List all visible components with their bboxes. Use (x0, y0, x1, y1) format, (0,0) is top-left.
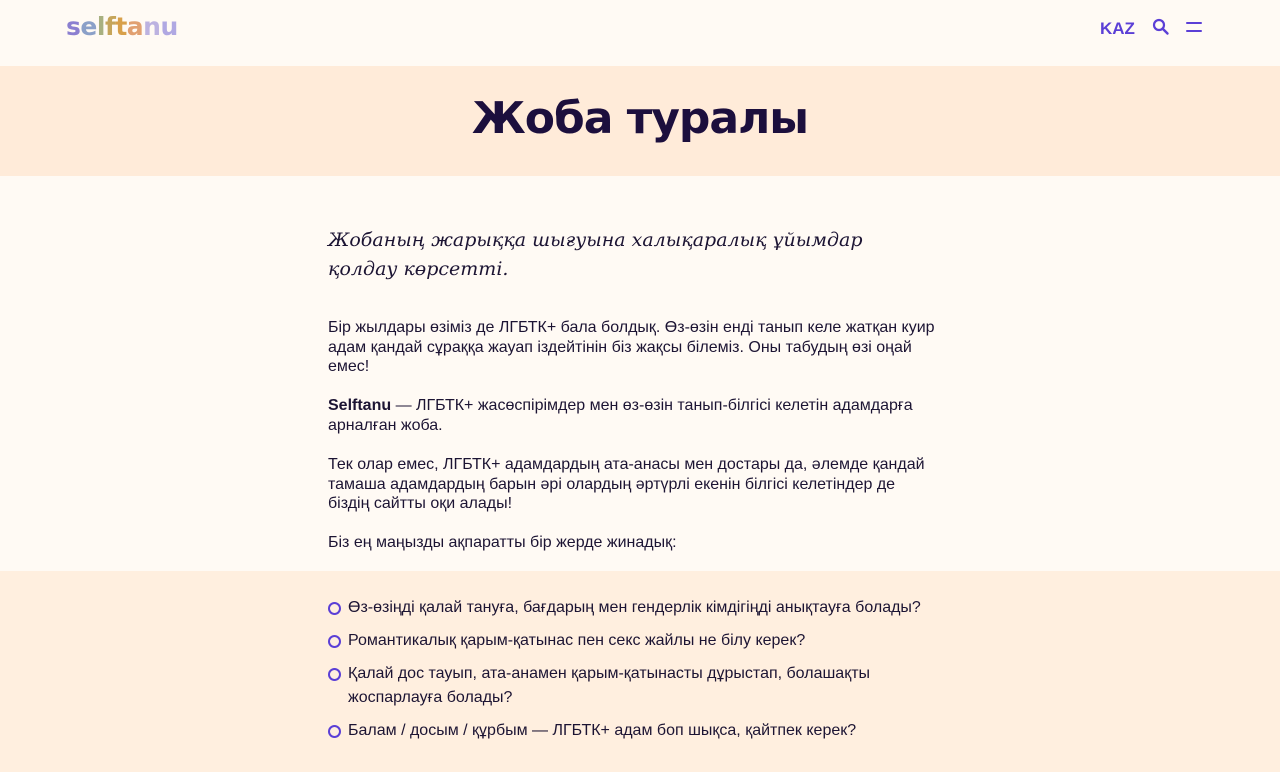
lead-section (328, 226, 938, 284)
list-item-text: Өз-өзіңді қалай тануға, бағдарың мен гендерлік кімдігіңді анықтауға болады? (348, 599, 921, 616)
logo-letter: f (104, 12, 116, 41)
circle-bullet-icon (328, 602, 341, 615)
circle-bullet-icon (328, 668, 341, 681)
logo-letter: s (66, 12, 81, 41)
list-item (328, 596, 948, 620)
logo-letter: l (96, 12, 105, 41)
search-icon (1152, 18, 1170, 36)
circle-bullet-icon (328, 725, 341, 738)
circle-bullet-icon (328, 635, 341, 648)
list-item (328, 629, 948, 653)
list-item (328, 662, 948, 710)
logo-letter: u (160, 12, 178, 41)
brand-name: Selftanu (328, 397, 392, 414)
hero-banner (0, 66, 1280, 176)
paragraph-audience: Тек олар емес, ЛГБТК+ адамдардың ата-анасы мен достары да, әлемде қандай тамаша адамдардың барын әрі олардың әртүрлі екенін білгісі келетіндер де біздің сайтты оқи алады! (328, 456, 925, 512)
logo-letter: a (126, 12, 144, 41)
paragraph-about (328, 396, 938, 435)
topics-list (328, 596, 948, 752)
list-item-text: Балам / досым / құрбым — ЛГБТК+ адам боп шықса, қайтпек керек? (348, 722, 857, 739)
logo-letter: t (115, 12, 127, 41)
list-item-text: Қалай дос тауып, ата-анамен қарым-қатынасты дұрыстап, болашақты жоспарлауға болады? (348, 665, 871, 706)
search-button[interactable] (1152, 18, 1170, 36)
site-logo[interactable] (66, 12, 178, 41)
menu-icon (1185, 19, 1203, 35)
logo-letter: e (80, 12, 97, 41)
page-title: Жоба туралы (471, 93, 809, 144)
paragraph-intro: Бір жылдары өзіміз де ЛГБТК+ бала болдық. Өз-өзін енді танып келе жатқан куир адам қандай сұраққа жауап іздейтінін біз жақсы білеміз. Оны табудың өзі оңай емес! (328, 319, 935, 375)
logo-letter: n (143, 12, 161, 41)
paragraph-list-intro: Біз ең маңызды ақпаратты бір жерде жинадық: (328, 534, 677, 551)
site-header (0, 0, 1280, 66)
lead-text: Жобаның жарыққа шығуына халықаралық ұйымдар қолдау көрсетті. (328, 229, 863, 280)
list-item-text: Романтикалық қарым-қатынас пен секс жайлы не білу керек? (348, 632, 806, 649)
language-switcher[interactable]: KAZ (1100, 19, 1135, 38)
paragraph-about-text: — ЛГБТК+ жасөспірімдер мен өз-өзін танып-білгісі келетін адамдарға арналған жоба. (328, 397, 913, 434)
menu-button[interactable] (1185, 19, 1203, 35)
list-item (328, 719, 948, 743)
